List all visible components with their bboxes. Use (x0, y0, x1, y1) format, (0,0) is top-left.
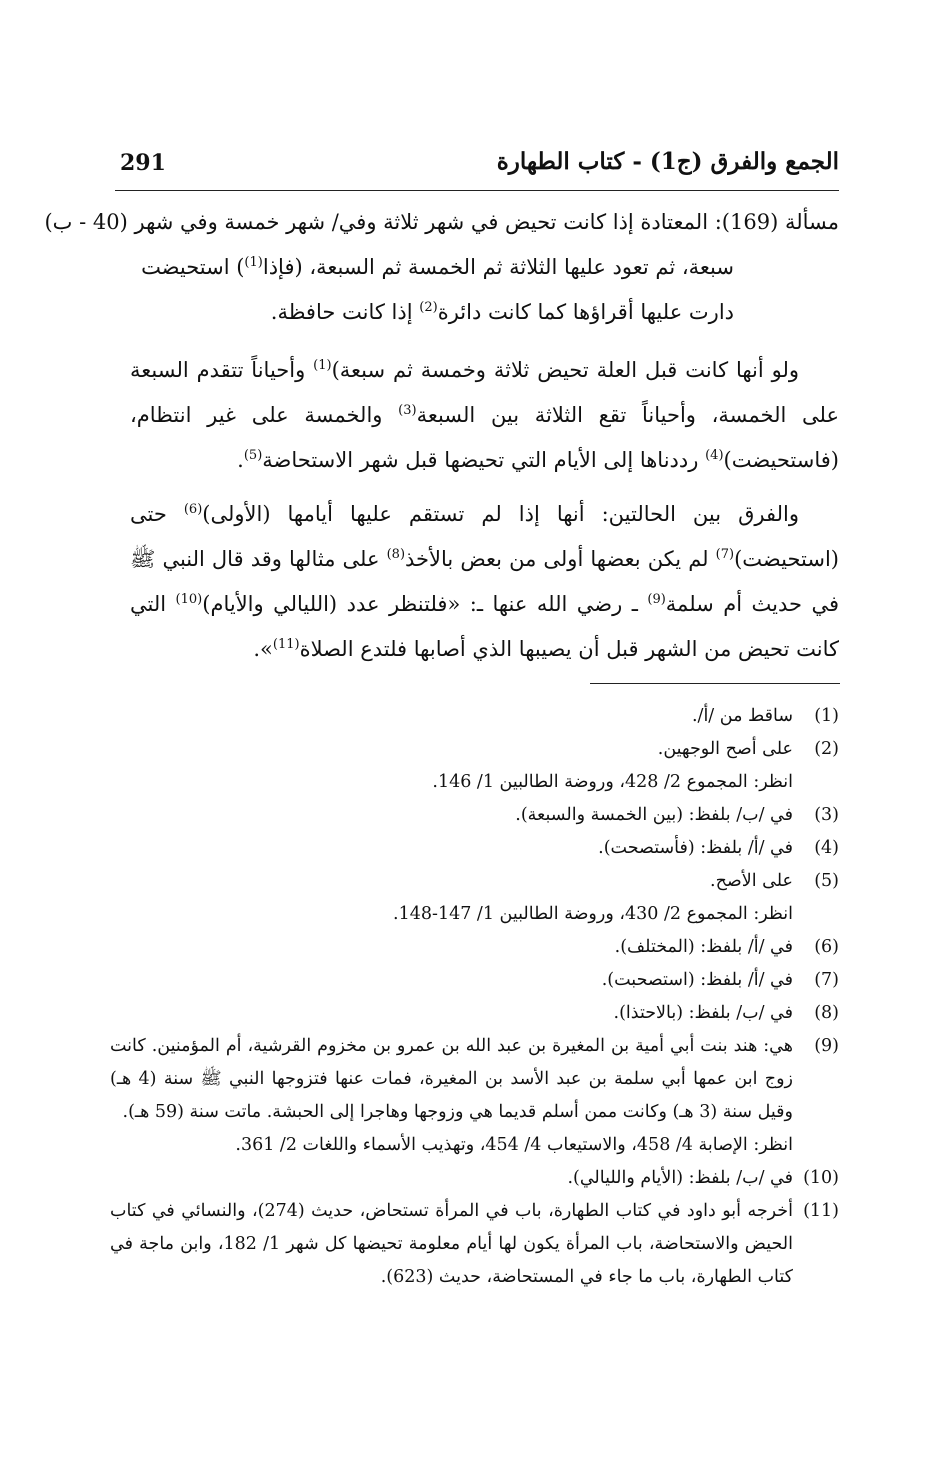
footnote-number: (10) (803, 1168, 839, 1188)
footnote-item (110, 832, 839, 865)
footnote-reference: انظر: المجموع 2/ 428، وروضة الطالبين 1/ 146. (432, 772, 793, 792)
footnote-number: (6) (814, 937, 839, 957)
footnote-ref: (6) (183, 502, 203, 517)
issue-line-1: مسألة (169): المعتادة إذا كانت تحيض في شهر ثلاثة وفي/ شهر خمسة وفي شهر (40 - ب) (44, 210, 839, 234)
footnote-ref: (1) (313, 358, 332, 373)
footnote-item (110, 1195, 839, 1294)
footnote-item (110, 733, 839, 766)
footnote-ref: (5) (243, 448, 263, 463)
footnote-separator (590, 683, 840, 684)
footnote-text: على الأصح. (710, 871, 793, 891)
footnote-text: في /أ/ بلفظ: (استصحبت). (601, 970, 793, 990)
paragraph-2: ولو أنها كانت قبل العلة تحيض ثلاثة وخمسة ثم سبعة)$^{(1)}$ وأحياناً تتقدم السبعة على الخمسة، وأحياناً تقع الثلاثة بين السبعة$^{(3)}$ والخمسة على غير انتظام، (فاستحيضت)$^{(4)}$ رددناها إلى الأيام التي تحيضها قبل شهر الاستحاضة$^{(5)}$. (130, 358, 840, 472)
footnote-ref: (10) (175, 592, 203, 607)
footnote-text: في /ب/ بلفظ: (الأيام والليالي). (567, 1168, 793, 1188)
paragraph-3: والفرق بين الحالتين: أنها إذا لم تستقم عليها أيامها (الأولى)$^{(6)}$ حتى (استحيضت)$^{(7)}$ لم يكن بعضها أولى من بعض بالأخذ$^{(8)}$ على مثالها وقد قال النبي ﷺ في حديث أم سلمة$^{(9)}$ ـ رضي الله عنها ـ: «فلتنظر عدد (الليالي والأيام)$^{(10)}$ التي كانت تحيض من الشهر قبل أن يصيبها الذي أصابها فلتدع الصلاة$^{(11)}$». (130, 502, 839, 661)
footnote-number: (7) (814, 970, 839, 990)
footnote-text: في /أ/ بلفظ: (فأستصحت). (598, 838, 793, 858)
footnote-number: (3) (814, 805, 839, 825)
footnote-number: (8) (814, 1003, 839, 1023)
footnote-ref: (9) (647, 592, 666, 607)
footnote-item (110, 1030, 839, 1129)
footnote-ref: (8) (386, 547, 406, 562)
issue-label: مسألة (169): (714, 210, 839, 234)
footnote-item (110, 1162, 839, 1195)
issue-line-3: دارت عليها أقراؤها كما كانت دائرة$^{(2)}$ إذا كانت حافظة. (270, 300, 734, 324)
footnote-ref: (1) (244, 255, 263, 270)
footnote-number: (1) (814, 706, 839, 726)
footnote-ref: (7) (715, 547, 735, 562)
footnote-item (110, 964, 839, 997)
page-number: 291 (120, 150, 166, 176)
footnote-text: في /أ/ بلفظ: (المختلف). (614, 937, 793, 957)
footnote-text: ساقط من /أ/. (691, 706, 793, 726)
footnote-text: على أصح الوجهين. (657, 739, 793, 759)
footnote-number: (4) (814, 838, 839, 858)
footnote-number: (9) (814, 1036, 839, 1056)
page-header (115, 148, 839, 188)
footnote-reference: انظر: المجموع 2/ 430، وروضة الطالبين 1/ 147-148. (393, 904, 793, 924)
footnote-ref: (4) (705, 448, 724, 463)
footnote-number: (11) (803, 1201, 839, 1221)
footnote-text: في /ب/ بلفظ: (بالاحتذا). (613, 1003, 793, 1023)
issue-line-2: سبعة، ثم تعود عليها الثلاثة ثم الخمسة ثم السبعة، (فإذا$^{(1)}$) استحيضت (141, 255, 734, 279)
footnote-ref: (11) (272, 637, 300, 652)
footnote-text: أخرجه أبو داود في كتاب الطهارة، باب في المرأة تستحاض، حديث (274)، والنسائي في كتاب الحيض والاستحاضة، باب المرأة يكون لها أيام معلومة تحيضها كل شهر 1/ 182، وابن ماجة في كتاب الطهارة، باب ما جاء في المستحاضة، حديث (623). (110, 1201, 793, 1287)
footnote-number: (2) (814, 739, 839, 759)
footnote-text: هي: هند بنت أبي أمية بن المغيرة بن عبد الله بن عمرو بن مخزوم القرشية، أم المؤمنين. كانت زوج ابن عمها أبي سلمة بن عبد الأسد بن المغيرة، فمات عنها فتزوجها النبي ﷺ سنة (4 هـ) وقيل سنة (3 هـ) وكانت ممن أسلم قديما هي وزوجها وهاجرا إلى الحبشة. ماتت سنة (59 هـ). (110, 1036, 794, 1122)
running-title: الجمع والفرق (ج1) - كتاب الطهارة (496, 148, 839, 175)
footnote-ref: (2) (419, 300, 438, 315)
footnote-item (110, 865, 839, 898)
footnote-number: (5) (814, 871, 839, 891)
footnotes (110, 700, 839, 1294)
footnote-item (110, 931, 839, 964)
footnote-item (110, 700, 839, 733)
footnote-item (110, 997, 839, 1030)
footnote-ref: (3) (398, 403, 417, 418)
footnote-reference: انظر: الإصابة 4/ 458، والاستيعاب 4/ 454، وتهذيب الأسماء واللغات 2/ 361. (235, 1135, 793, 1155)
footnote-text: في /ب/ بلفظ: (بين الخمسة والسبعة). (515, 805, 793, 825)
issue-paragraph (30, 200, 839, 335)
footnote-item (110, 799, 839, 832)
header-rule (115, 190, 839, 191)
